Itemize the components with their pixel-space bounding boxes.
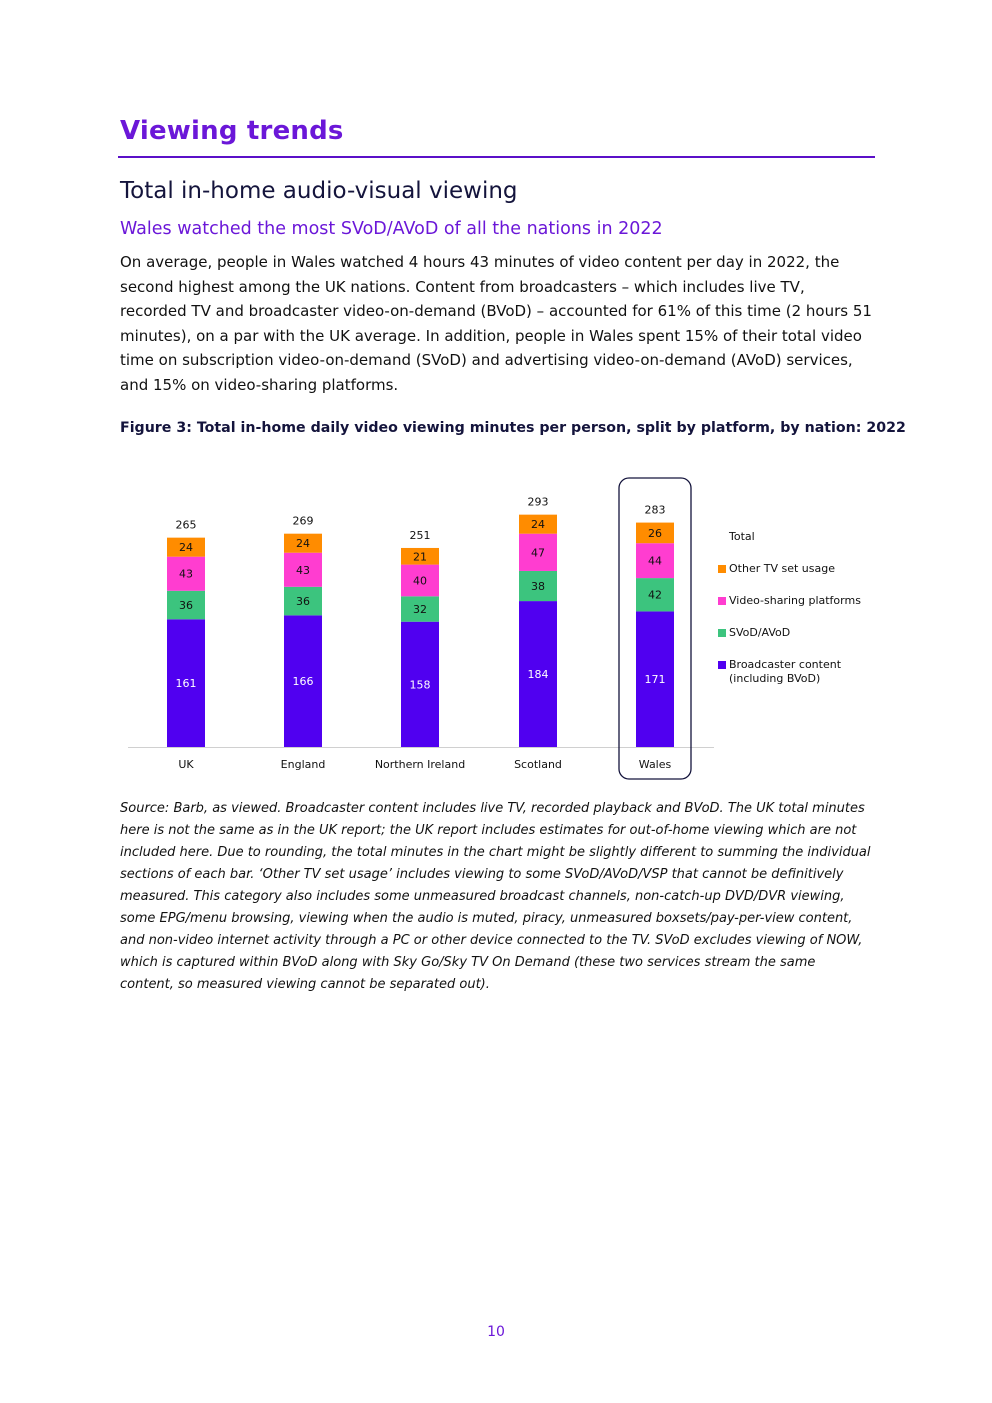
total-label-england: 269 — [292, 514, 314, 528]
data-label-scotland-video-sharing-platforms: 47 — [531, 546, 545, 560]
legend-item-svod-avod — [718, 626, 918, 640]
total-label-scotland: 293 — [527, 495, 549, 509]
x-tick-label-wales: Wales — [638, 758, 672, 771]
data-label-northern-ireland-video-sharing-platforms: 40 — [413, 574, 427, 588]
legend-label-svod-avod: SVoD/AVoD — [729, 626, 791, 639]
body-paragraph: On average, people in Wales watched 4 hours 43 minutes of video content per day in 2022, the second highest among the UK nations. Content from broadcasters – which includes live TV, recorded TV and broadcaster video-on-demand (BVoD) – accounted for 61% of this time (2 hours 51 minutes), on a par with the UK average. In addition, people in Wales spent 15% of their total video time on subscription video-on-demand (SVoD) and advertising video-on-demand (AVoD) services, and 15% on video-sharing platforms. — [120, 253, 872, 394]
legend-swatch-other-tv — [718, 565, 726, 573]
legend-swatch-svod-avod — [718, 629, 726, 637]
page-number: 10 — [487, 1324, 505, 1340]
data-label-scotland-svod-avod: 38 — [531, 580, 545, 594]
legend-label-total: Total — [729, 530, 755, 543]
data-label-wales-svod-avod: 42 — [648, 588, 662, 602]
total-label-wales: 283 — [644, 503, 666, 517]
source-note: Source: Barb, as viewed. Broadcaster content includes live TV, recorded playback and BVoD. The UK total minutes here is not the same as in the UK report; the UK report includes estimates for out-of-home viewing which are not included here. Due to rounding, the total minutes in the chart might be slightly different to summing the individual sections of each bar. ‘Other TV set usage’ includes viewing to some SVoD/AVoD/VSP that cannot be definitively measured. This category also includes some unmeasured broadcast channels, non-catch-up DVD/DVR viewing, some EPG/menu browsing, viewing when the audio is muted, piracy, unmeasured boxsets/pay-per-view content, and non-video internet activity through a PC or other device connected to the TV. SVoD excludes viewing of NOW, which is captured within BVoD along with Sky Go/Sky TV On Demand (these two services stream the same content, so measured viewing cannot be separated out). — [120, 801, 871, 992]
data-label-scotland-broadcaster-content-including-bvod: 184 — [527, 668, 549, 682]
x-tick-label-england: England — [280, 758, 326, 771]
legend-label-other-tv: Other TV set usage — [729, 562, 835, 575]
data-label-northern-ireland-svod-avod: 32 — [413, 603, 427, 617]
data-label-wales-broadcaster-content-including-bvod: 171 — [644, 673, 666, 687]
data-label-uk-svod-avod: 36 — [179, 599, 193, 613]
data-label-uk-video-sharing-platforms: 43 — [179, 567, 193, 581]
chart-legend — [718, 530, 918, 704]
total-label-uk: 265 — [175, 518, 197, 532]
data-label-uk-broadcaster-content-including-bvod: 161 — [175, 677, 197, 691]
data-label-scotland-other-tv-set-usage: 24 — [531, 518, 545, 532]
section-divider — [118, 156, 875, 158]
legend-swatch-video-sharing — [718, 597, 726, 605]
page-subtitle: Total in-home audio-visual viewing — [120, 178, 518, 204]
x-tick-label-northern-ireland: Northern Ireland — [374, 758, 466, 771]
x-tick-label-scotland: Scotland — [514, 758, 562, 771]
legend-item-total — [718, 530, 918, 544]
legend-item-broadcaster — [718, 658, 849, 686]
data-label-northern-ireland-broadcaster-content-including-bvod: 158 — [409, 678, 431, 692]
data-label-northern-ireland-other-tv-set-usage: 21 — [413, 550, 427, 564]
figure-caption: Figure 3: Total in-home daily video viewing minutes per person, split by platform, by nation: 2022 — [120, 420, 906, 436]
total-label-northern-ireland: 251 — [409, 528, 431, 542]
headline: Wales watched the most SVoD/AVoD of all the nations in 2022 — [120, 219, 663, 239]
legend-label-broadcaster: Broadcaster content (including BVoD) — [729, 658, 842, 685]
data-label-england-broadcaster-content-including-bvod: 166 — [292, 675, 314, 689]
legend-item-video-sharing — [718, 594, 918, 608]
data-label-wales-other-tv-set-usage: 26 — [648, 526, 662, 540]
data-label-wales-video-sharing-platforms: 44 — [648, 554, 662, 568]
legend-swatch-broadcaster — [718, 661, 726, 669]
x-tick-label-uk: UK — [178, 758, 194, 771]
data-label-england-svod-avod: 36 — [296, 595, 310, 609]
data-label-uk-other-tv-set-usage: 24 — [179, 541, 193, 555]
data-label-england-other-tv-set-usage: 24 — [296, 537, 310, 551]
section-title: Viewing trends — [120, 116, 344, 146]
legend-item-other-tv — [718, 562, 918, 576]
data-label-england-video-sharing-platforms: 43 — [296, 563, 310, 577]
legend-label-video-sharing: Video-sharing platforms — [729, 594, 861, 607]
